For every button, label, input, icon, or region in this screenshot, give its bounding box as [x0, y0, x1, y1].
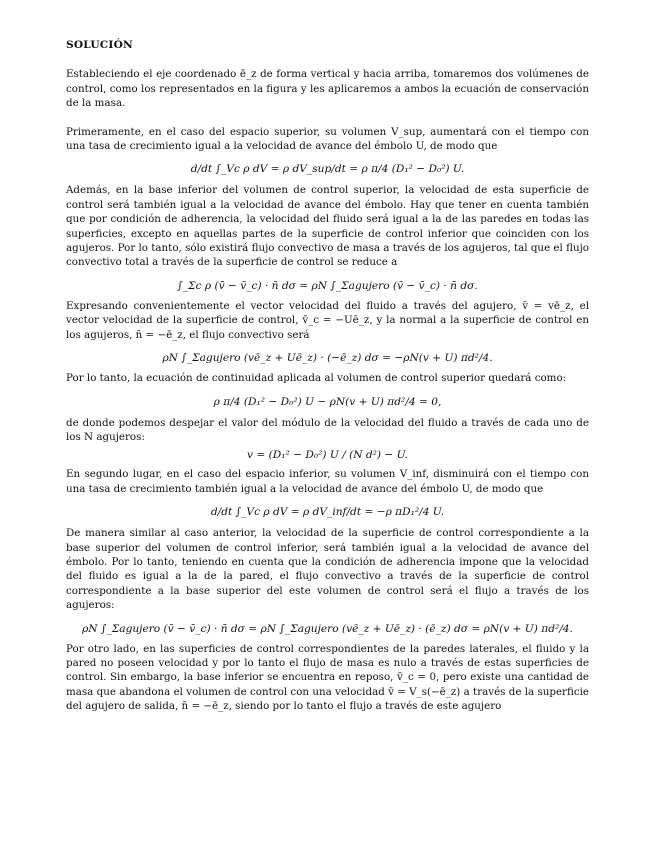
document-page [66, 38, 589, 714]
paragraph-6: de donde podemos despejar el valor del módulo de la velocidad del fluido a través de cada uno de los N agujeros: [66, 416, 589, 443]
equation-4: ρ π/4 (D₁² − D₀²) U − ρN(v + U) πd²/4 = 0, [213, 395, 442, 408]
equation-5: v = (D₁² − D₀²) U / (N d²) − U. [247, 449, 408, 462]
paragraph-3: Además, en la base inferior del volumen de control superior, la velocidad de esta superficie de control será también igual a la velocidad de avance del émbolo. Hay que tener en cuenta también que por condición de adherencia, la velocidad del fluido será igual a la de las paredes en todas las superficies, excepto en aquellas partes de la superficie de control inferior que coinciden con los agujeros. Por lo tanto, sólo existirá flujo convectivo de masa a través de los agujeros, tal que el flujo convectivo total a través de la superficie de control se reduce a [66, 184, 589, 269]
section-heading: SOLUCIÓN [66, 39, 133, 51]
paragraph-8: De manera similar al caso anterior, la velocidad de la superficie de control correspondiente a la base superior del volumen de control inferior, será también igual a la velocidad de avance del émbolo. Por lo tanto, teniendo en cuenta que la condición de adherencia impone que la velocidad del fluido es igual a la de la pared, el flujo convectivo a través de la superficie de control correspondiente a la base superior del este volumen de control será el flujo a través de los agujeros: [66, 527, 589, 612]
equation-7: ρN ∫_Σagujero (v̄ − v̄_c) · n̄ dσ = ρN ∫_Σagujero (vē_z + Uē_z) · (ē_z) dσ = ρN(v + U) πd²/4. [82, 622, 573, 635]
paragraph-4: Expresando convenientemente el vector velocidad del fluido a través del agujero, v̄ = vē_z, el vector velocidad de la superficie de control, v̄_c = −Uē_z, y la normal a la superficie de control en los agujeros, n̄ = −ē_z, el flujo convectivo será [66, 299, 589, 341]
paragraph-1: Estableciendo el eje coordenado ē_z de forma vertical y hacia arriba, tomaremos dos volúmenes de control, como los representados en la figura y les aplicaremos a ambos la ecuación de conservación de la masa. [66, 68, 589, 110]
equation-1: d/dt ∫_Vc ρ dV = ρ dV_sup/dt = ρ π/4 (D₁² − D₀²) U. [190, 163, 465, 176]
equation-3: ρN ∫_Σagujero (vē_z + Uē_z) · (−ē_z) dσ = −ρN(v + U) πd²/4. [162, 352, 493, 365]
paragraph-5: Por lo tanto, la ecuación de continuidad aplicada al volumen de control superior quedará como: [66, 372, 567, 385]
equation-6: d/dt ∫_Vc ρ dV = ρ dV_inf/dt = −ρ πD₁²/4 U. [210, 506, 445, 519]
equation-2: ∫_Σc ρ (v̄ − v̄_c) · n̄ dσ = ρN ∫_Σagujero (v̄ − v̄_c) · n̄ dσ. [177, 279, 478, 292]
paragraph-2: Primeramente, en el caso del espacio superior, su volumen V_sup, aumentará con el tiempo con una tasa de crecimiento igual a la velocidad de avance del émbolo U, de modo que [66, 125, 589, 153]
paragraph-7: En segundo lugar, en el caso del espacio inferior, su volumen V_inf, disminuirá con el tiempo con una tasa de crecimiento también igual a la velocidad de avance del émbolo U, de modo que [66, 468, 589, 495]
paragraph-9: Por otro lado, en las superficies de control correspondientes de la paredes laterales, el fluido y la pared no poseen velocidad y por lo tanto el flujo de masa es nulo a través de estas superficies de control. Sin embargo, la base inferior se encuentra en reposo, v̄_c = 0, pero existe una cantidad de masa que abandona el volumen de control con una velocidad v̄ = V_s(−ē_z) a través de la superficie del agujero de salida, n̄ = −ē_z, siendo por lo tanto el flujo a través de este agujero [66, 642, 589, 713]
